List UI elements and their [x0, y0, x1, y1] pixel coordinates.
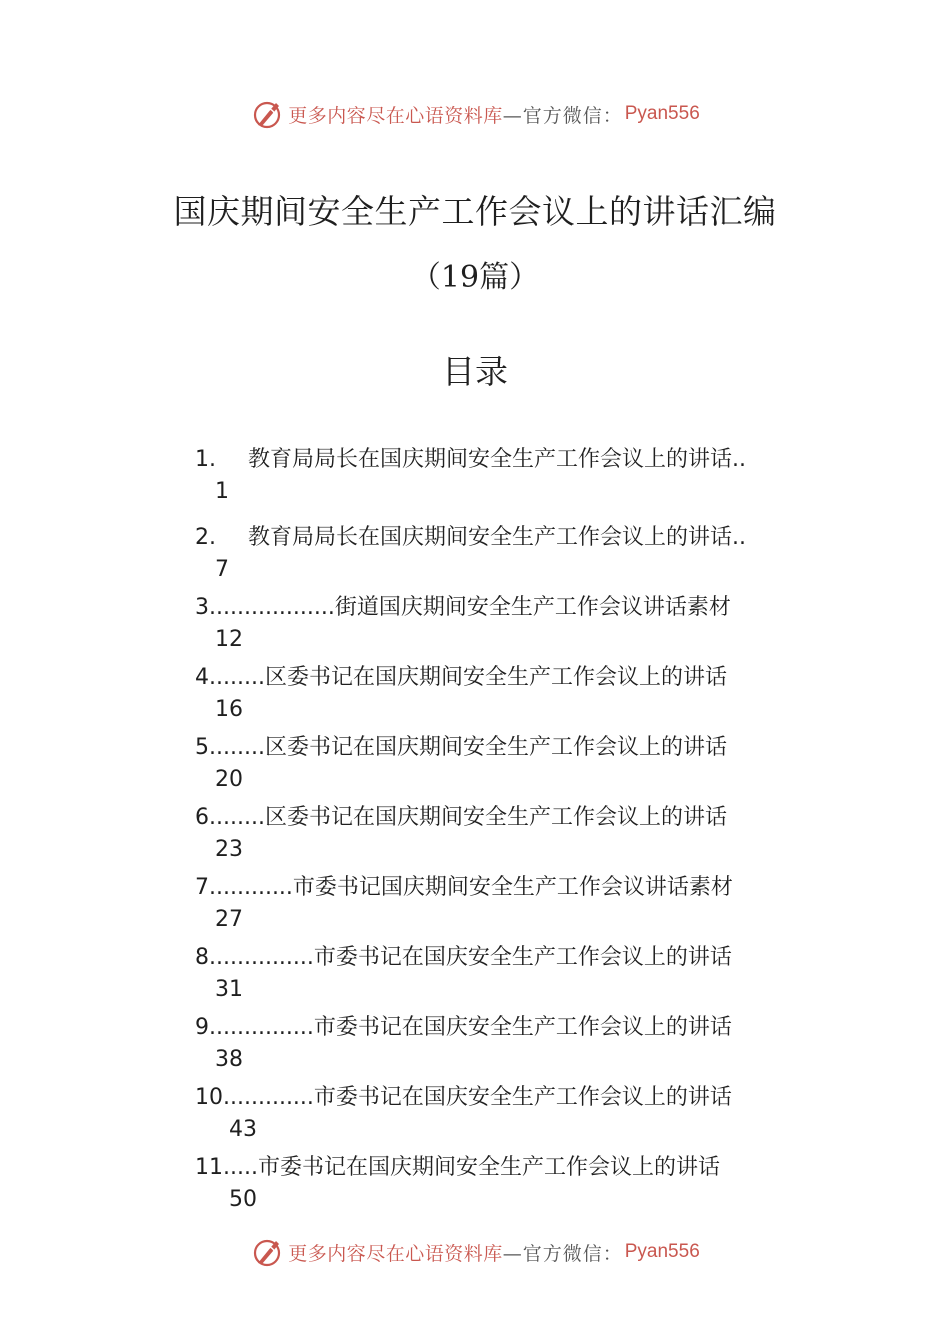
toc-entry[interactable]	[195, 800, 835, 870]
toc-entry-page: 7	[215, 557, 229, 582]
banner-text: 更多内容尽在心语资料库	[288, 1242, 503, 1265]
toc-entry-leader: ............	[209, 875, 293, 900]
toc-entry-page: 38	[215, 1047, 243, 1072]
banner-wechat-label: —官方微信：	[502, 1242, 623, 1265]
toc-entry[interactable]	[195, 520, 835, 590]
toc-entry-title: 市委书记在国庆期间安全生产工作会议上的讲话	[257, 1155, 720, 1180]
toc-entry-leader: .............	[223, 1085, 314, 1110]
toc-entry-title: 市委书记在国庆安全生产工作会议上的讲话	[313, 945, 732, 970]
document-title: 国庆期间安全生产工作会议上的讲话汇编	[173, 192, 777, 231]
quill-pen-icon	[250, 97, 284, 131]
toc-entry-number: 3	[195, 595, 209, 620]
toc-entry[interactable]	[195, 590, 835, 660]
toc-entry-number: 1.	[195, 447, 216, 472]
banner-wechat-id: Pyan556	[624, 103, 700, 124]
toc-entry[interactable]	[195, 660, 835, 730]
toc-entry-page: 31	[215, 977, 243, 1002]
toc-entry-title: 教育局局长在国庆期间安全生产工作会议上的讲话..	[248, 447, 746, 472]
toc-entry-leader: ...............	[209, 1015, 314, 1040]
toc-entry-leader: ........	[209, 665, 265, 690]
toc-entry-number: 5	[195, 735, 209, 760]
toc-entry-page: 23	[215, 837, 243, 862]
toc-entry-number: 4	[195, 665, 209, 690]
toc-entry-number: 7	[195, 875, 209, 900]
toc-entry-number: 10	[195, 1085, 223, 1110]
toc-entry-number: 2.	[195, 525, 216, 550]
table-of-contents	[195, 442, 835, 1220]
toc-entry[interactable]	[195, 442, 835, 520]
header-banner	[0, 94, 950, 134]
toc-entry[interactable]	[195, 940, 835, 1010]
toc-entry-page: 27	[215, 907, 243, 932]
toc-entry-page: 12	[215, 627, 243, 652]
toc-entry-title: 区委书记在国庆期间安全生产工作会议上的讲话	[264, 805, 727, 830]
toc-entry-title: 街道国庆期间安全生产工作会议讲话素材	[334, 595, 731, 620]
toc-entry-page: 1	[215, 479, 229, 504]
toc-entry[interactable]	[195, 870, 835, 940]
toc-entry-number: 9	[195, 1015, 209, 1040]
banner-wechat-label: —官方微信：	[502, 104, 623, 127]
toc-entry-page: 43	[229, 1117, 257, 1142]
footer-banner	[0, 1232, 950, 1272]
toc-entry-title: 区委书记在国庆期间安全生产工作会议上的讲话	[264, 665, 727, 690]
toc-entry[interactable]	[195, 1080, 835, 1150]
banner-wechat-id: Pyan556	[624, 1241, 700, 1262]
toc-entry-page: 20	[215, 767, 243, 792]
toc-entry-number: 11	[195, 1155, 223, 1180]
toc-entry-leader: ...............	[209, 945, 314, 970]
banner-text: 更多内容尽在心语资料库	[288, 104, 503, 127]
toc-entry-page: 16	[215, 697, 243, 722]
toc-entry-title: 市委书记国庆期间安全生产工作会议讲话素材	[292, 875, 733, 900]
toc-entry-number: 8	[195, 945, 209, 970]
toc-entry[interactable]	[195, 1150, 835, 1220]
toc-entry-leader: .....	[223, 1155, 258, 1180]
toc-entry-number: 6	[195, 805, 209, 830]
toc-entry-page: 50	[229, 1187, 257, 1212]
document-subtitle: （19篇）	[410, 260, 540, 295]
toc-entry-leader: ........	[209, 735, 265, 760]
toc-entry-title: 区委书记在国庆期间安全生产工作会议上的讲话	[264, 735, 727, 760]
toc-entry-leader: ..................	[209, 595, 335, 620]
toc-entry[interactable]	[195, 730, 835, 800]
toc-entry-leader: ........	[209, 805, 265, 830]
toc-heading: 目录	[442, 352, 508, 391]
toc-entry-title: 市委书记在国庆安全生产工作会议上的讲话	[313, 1085, 732, 1110]
toc-entry-title: 教育局局长在国庆期间安全生产工作会议上的讲话..	[248, 525, 746, 550]
toc-entry[interactable]	[195, 1010, 835, 1080]
quill-pen-icon	[250, 1235, 284, 1269]
toc-entry-title: 市委书记在国庆安全生产工作会议上的讲话	[313, 1015, 732, 1040]
